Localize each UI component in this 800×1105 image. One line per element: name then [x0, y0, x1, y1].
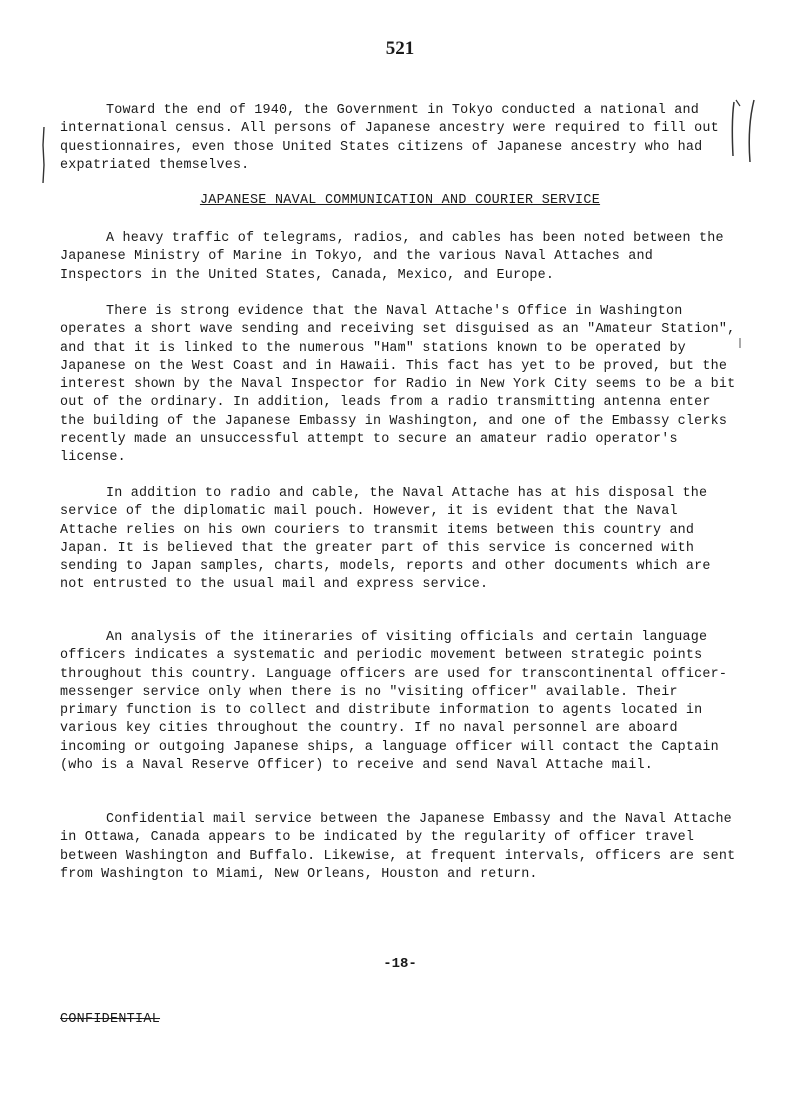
- paragraph-radio-evidence: There is strong evidence that the Naval Attache's Office in Washington operates a short wave sending and receiving set disguised as an "Amateur Station", and that it is linked to the numerous "Ham" stations known to be operated by Japanese on the West Coast and in Hawaii. This fact has yet to be proved, but the interest shown by the Naval Inspector for Radio in New York City seems to be a bit out of the ordinary. In addition, leads from a radio transmitting antenna enter the building of the Japanese Embassy in Washington, and one of the Embassy clerks recently made an unsuccessful attempt to secure an amateur radio operator's license.: [60, 304, 736, 466]
- paragraph-mail-pouch: In addition to radio and cable, the Naval Attache has at his disposal the service of the diplomatic mail pouch. However, it is evident that the Naval Attache relies on his own couriers to transmit items between this country and Japan. It is believed that the greater part of this service is concerned with sending to Japan samples, charts, models, reports and other documents which are not entrusted to the usual mail and express service.: [60, 486, 711, 593]
- paragraph-traffic: A heavy traffic of telegrams, radios, and cables has been noted between the Japanese Ministry of Marine in Tokyo, and the various Naval Attaches and Inspectors in the United States, Canada, Mexico, and Europe.: [60, 231, 724, 283]
- paragraph-block-4: [60, 485, 740, 595]
- paragraph-block-6: [60, 811, 740, 884]
- right-margin-bracket-mark: [724, 96, 764, 168]
- page-number-top: 521: [385, 38, 415, 59]
- section-heading: [0, 193, 800, 208]
- right-margin-tick-mark: [736, 336, 744, 350]
- paragraph-block-3: [60, 303, 740, 468]
- left-margin-line-mark: [38, 125, 50, 185]
- paragraph-block-1: [60, 102, 740, 175]
- paragraph-itineraries: An analysis of the itineraries of visiting officials and certain language officers indicates a systematic and periodic movement between strategic points throughout this country. Language officers are used for transcontinental officer-messenger service only when there is no "visiting officer" available. Their primary function is to collect and distribute information to agents located in various key cities throughout the country. If no naval personnel are aboard incoming or outgoing Japanese ships, a language officer will contact the Captain (who is a Naval Reserve Officer) to receive and send Naval Attache mail.: [60, 630, 728, 774]
- paragraph-census: Toward the end of 1940, the Government in Tokyo conducted a national and international census. All persons of Japanese ancestry were required to fill out questionnaires, even those United States citizens of Japanese ancestry who had expatriated themselves.: [60, 103, 719, 173]
- paragraph-confidential-mail: Confidential mail service between the Japanese Embassy and the Naval Attache in Ottawa, Canada appears to be indicated by the regularity of officer travel between Washington and Buffalo. Likewise, at frequent intervals, officers are sent from Washington to Miami, New Orleans, Houston and return.: [60, 812, 736, 882]
- page-number-bottom: -18-: [383, 956, 417, 972]
- section-heading-text: JAPANESE NAVAL COMMUNICATION AND COURIER SERVICE: [199, 193, 601, 208]
- paragraph-block-5: [60, 629, 740, 775]
- classification-marking: CONFIDENTIAL: [60, 1012, 161, 1027]
- paragraph-block-2: [60, 230, 740, 285]
